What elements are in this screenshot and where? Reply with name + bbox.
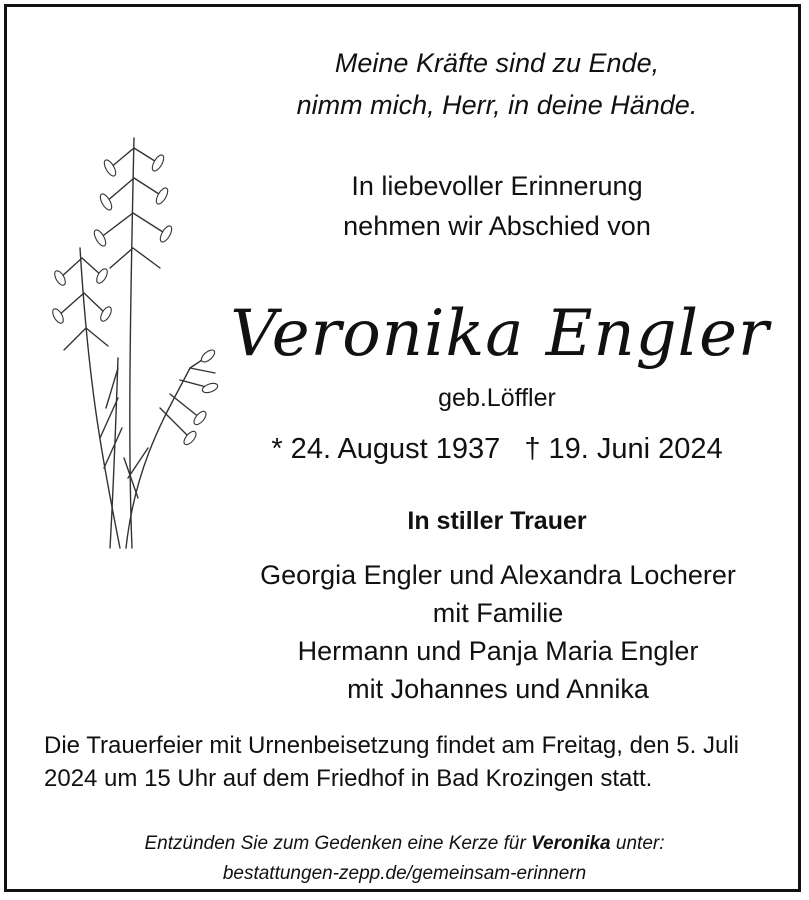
verse-line-1: Meine Kräfte sind zu Ende, [334,48,660,78]
candle-note-name: Veronika [531,833,611,854]
deceased-name: Veronika Engler [230,297,770,371]
death-date: † 19. Juni 2024 [524,433,723,465]
grass-sprig-icon [40,118,240,558]
mourning-heading: In stiller Trauer [407,507,587,535]
candle-note [40,830,769,858]
candle-note-suffix: unter: [610,833,665,854]
memory-line-1: In liebevoller Erinnerung [351,171,643,201]
verse [232,42,762,126]
mourners-list [228,556,768,708]
candle-note-prefix: Entzünden Sie zum Gedenken eine Kerze für [144,833,532,854]
mourner-line: mit Familie [432,598,564,628]
verse-line-2: nimm mich, Herr, in deine Hände. [296,90,698,120]
mourner-line: mit Johannes und Annika [347,674,649,704]
memory-intro [232,166,762,246]
ceremony-info: Die Trauerfeier mit Urnenbeisetzung findet am Freitag, den 5. Juli 2024 um 15 Uhr auf dem Friedhof in Bad Krozingen statt. [44,732,740,792]
life-dates [232,428,762,470]
memory-line-2: nehmen wir Abschied von [343,211,651,241]
mourner-line: Hermann und Panja Maria Engler [297,636,699,666]
mourner-line: Georgia Engler und Alexandra Locherer [260,560,736,590]
memorial-link[interactable]: bestattungen-zepp.de/gemeinsam-erinnern [222,863,587,884]
birth-name: geb.Löffler [438,384,556,412]
birth-date: * 24. August 1937 [271,433,501,465]
